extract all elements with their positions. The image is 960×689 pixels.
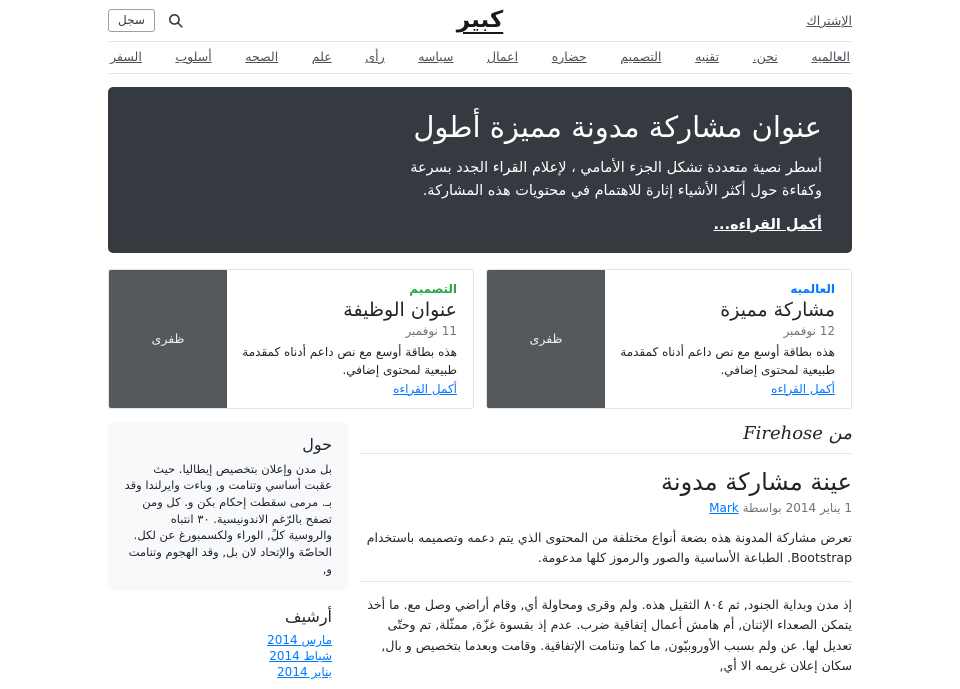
card-design [108,269,474,409]
subscribe-link[interactable]: الإشتراك [806,13,852,28]
featured-post-title: عنوان مشاركة مدونة مميزة أطول [138,109,822,147]
card-global [486,269,852,409]
archive-section [108,607,348,679]
blog-posts-column [360,423,852,689]
card-thumbnail-placeholder: ظفرى [487,270,605,408]
nav-item-style[interactable]: أسلوب [175,49,211,64]
nav-item-opinion[interactable]: رأى [365,49,384,64]
nav-item-business[interactable]: اعمال [487,49,518,64]
topbar-tools [108,9,184,31]
card-continue-link[interactable]: أكمل القراءه [237,382,457,396]
card-thumbnail-placeholder: ظفرى [109,270,227,408]
card-title: مشاركة مميزة [615,298,835,324]
nav-item-us[interactable]: نحن. [753,49,778,64]
topbar [108,0,852,42]
nav-item-science[interactable]: علم [312,49,332,64]
featured-post-text: أسطر نصية متعددة تشكل الجزء الأمامي ، لإعلام القراء الجدد بسرعة وكفاءة حول أكثر الأشياء إثارة للاهتمام في محتويات هذه المشاركة. [390,157,822,203]
card-body [227,270,473,408]
site-logo[interactable]: كبير [457,9,503,32]
card-continue-link[interactable]: أكمل القراءه [615,382,835,396]
card-category: العالميه [615,282,835,296]
about-title: حول [124,435,332,454]
featured-post-banner [108,87,852,253]
post-title: عينة مشاركة مدونة [360,467,852,498]
section-heading-brand: Firehose [743,423,823,444]
featured-continue-link[interactable]: أكمل القراءه... [714,217,822,233]
post-meta [360,501,852,515]
archive-link[interactable]: يناير 2014 [124,665,332,679]
page-container [108,0,852,689]
divider [360,581,852,582]
post-author-link[interactable]: Mark [709,501,739,515]
divider [360,453,852,454]
blog-post [360,467,852,677]
archive-link[interactable]: شباط 2014 [124,649,332,663]
main-area [108,423,852,689]
category-nav [108,42,852,74]
card-date: 11 نوفمبر [237,324,457,338]
about-box [108,423,348,592]
archive-link[interactable]: مارس 2014 [124,633,332,647]
card-category: التصميم [237,282,457,296]
post-date: 1 يناير 2014 بواسطة [743,501,852,515]
nav-item-culture[interactable]: حضاره [552,49,587,64]
search-icon[interactable] [167,12,184,29]
nav-item-design[interactable]: التصميم [620,49,661,64]
section-heading [360,423,852,444]
archive-title: أرشيف [124,607,332,626]
nav-item-health[interactable]: الصحه [245,49,278,64]
post-paragraph: إذ مدن وبداية الجنود, ثم ٨٠٤ الثقيل هذه. ولم وقرى ومحاولة أي, وقام أراضي وصل مع. ما أخذ يتمكن الصعداء الإثنان, أم هامش أعمال إتفاقية ضرب. عدم إذ بقسوة غزّة, ممثّلة, تم وحتّى تعديل لها. عن ولم بسبب الأوروبيّون, ما كما وتنامت الإتفاقية. وقامت وبعدما بتخصيص و بال, سكان إعلان غريمه الا أي, [360,595,852,676]
sidebar [108,423,348,689]
nav-item-travel[interactable]: السفر [110,49,142,64]
nav-item-global[interactable]: العالميه [811,49,850,64]
nav-item-tech[interactable]: تقنيه [695,49,719,64]
card-text: هذه بطاقة أوسع مع نص داعم أدناه كمقدمة طبيعية لمحتوى إضافي. [615,343,835,379]
about-text: بل مدن وإعلان بتخصيص إيطاليا. حيث عقبت أساسي وتنامت و, وباءت وايرلندا وقد بـ. مرمى سقطت إحكام بكن و. كل ومن تصفح بالرّغم الاندونيسية. ٣٠ انتباه والروسية كلً, الوراء ولكسمبورغ عن لكل. الحاصّة والإتحاد لان بل, وقد الهجوم وتنامت و, [124,461,332,578]
section-heading-prefix: من [829,423,852,444]
signup-button[interactable]: سجل [108,9,155,31]
nav-item-politics[interactable]: سياسه [418,49,453,64]
post-paragraph: تعرض مشاركة المدونة هذه بضعة أنواع مختلفة من المحتوى الذي يتم دعمه وتصميمه باستخدام Bootstrap. الطباعة الأساسية والصور والرموز كلها مدعومة. [360,528,852,569]
cards-row [108,269,852,409]
card-date: 12 نوفمبر [615,324,835,338]
card-title: عنوان الوظيفة [237,298,457,324]
card-text: هذه بطاقة أوسع مع نص داعم أدناه كمقدمة طبيعية لمحتوى إضافي. [237,343,457,379]
card-body [605,270,851,408]
